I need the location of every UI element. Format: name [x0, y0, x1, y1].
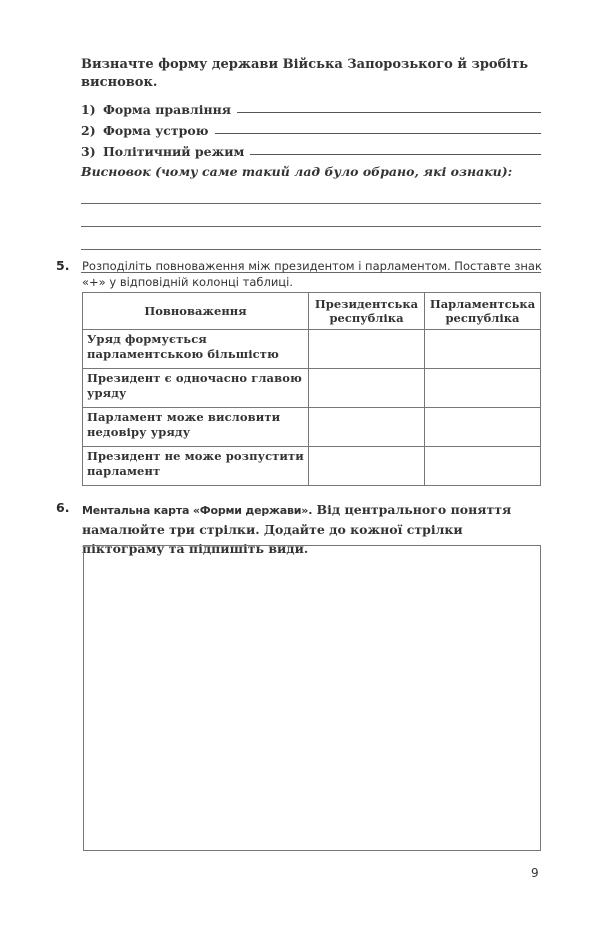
power-cell: Президент є одночасно главою уряду	[83, 369, 309, 408]
answer-line[interactable]	[250, 153, 541, 155]
answer-row-government-form	[81, 98, 541, 117]
item-number: 2)	[81, 123, 96, 138]
task-number: 6.	[56, 500, 70, 515]
item-label: Форма правління	[103, 102, 232, 117]
mind-map-drawing-area[interactable]	[83, 545, 541, 851]
conclusion-line[interactable]	[81, 227, 541, 250]
presidential-answer-cell[interactable]	[309, 408, 425, 447]
conclusion-line[interactable]	[81, 204, 541, 227]
table-row	[83, 408, 541, 447]
task-6-text: Від центрального поняття намалюйте три стрілки. Додайте до кожної стрілки піктограму та підпишіть види.	[82, 502, 512, 556]
presidential-answer-cell[interactable]	[309, 330, 425, 369]
page-number: 9	[531, 866, 539, 880]
column-header-parliamentary: Парламентська республіка	[425, 293, 541, 330]
table-header-row	[83, 293, 541, 330]
parliamentary-answer-cell[interactable]	[425, 369, 541, 408]
table-row	[83, 447, 541, 486]
power-cell: Парламент може висловити недовіру уряду	[83, 408, 309, 447]
task-5-instructions: Розподіліть повноваження між президентом і парламентом. Поставте знак «+» у відповідній колонці таблиці.	[82, 259, 542, 289]
item-number: 3)	[81, 144, 96, 159]
task-4-intro: Визначте форму держави Війська Запорозького й зробіть висновок.	[81, 57, 529, 90]
item-label: Форма устрою	[103, 123, 209, 138]
power-cell: Уряд формується парламентською більшістю	[83, 330, 309, 369]
item-number: 1)	[81, 102, 96, 117]
task-4-block	[81, 56, 541, 273]
answer-line[interactable]	[215, 132, 542, 134]
presidential-answer-cell[interactable]	[309, 369, 425, 408]
conclusion-prompt: Висновок (чому саме такий лад було обрано, які ознаки):	[81, 164, 513, 179]
answer-row-political-regime	[81, 140, 541, 159]
power-cell: Президент не може розпустити парламент	[83, 447, 309, 486]
column-header-powers: Повноваження	[83, 293, 309, 330]
parliamentary-answer-cell[interactable]	[425, 447, 541, 486]
powers-table	[82, 292, 541, 486]
task-5-block	[56, 258, 546, 478]
item-label: Політичний режим	[103, 144, 245, 159]
parliamentary-answer-cell[interactable]	[425, 330, 541, 369]
parliamentary-answer-cell[interactable]	[425, 408, 541, 447]
conclusion-line[interactable]	[81, 181, 541, 204]
task-number: 5.	[56, 258, 70, 273]
presidential-answer-cell[interactable]	[309, 447, 425, 486]
table-row	[83, 330, 541, 369]
column-header-presidential: Президентська республіка	[309, 293, 425, 330]
table-row	[83, 369, 541, 408]
answer-row-structure-form	[81, 119, 541, 138]
task-6-lead: Ментальна карта «Форми держави».	[82, 504, 313, 517]
answer-line[interactable]	[237, 111, 541, 113]
